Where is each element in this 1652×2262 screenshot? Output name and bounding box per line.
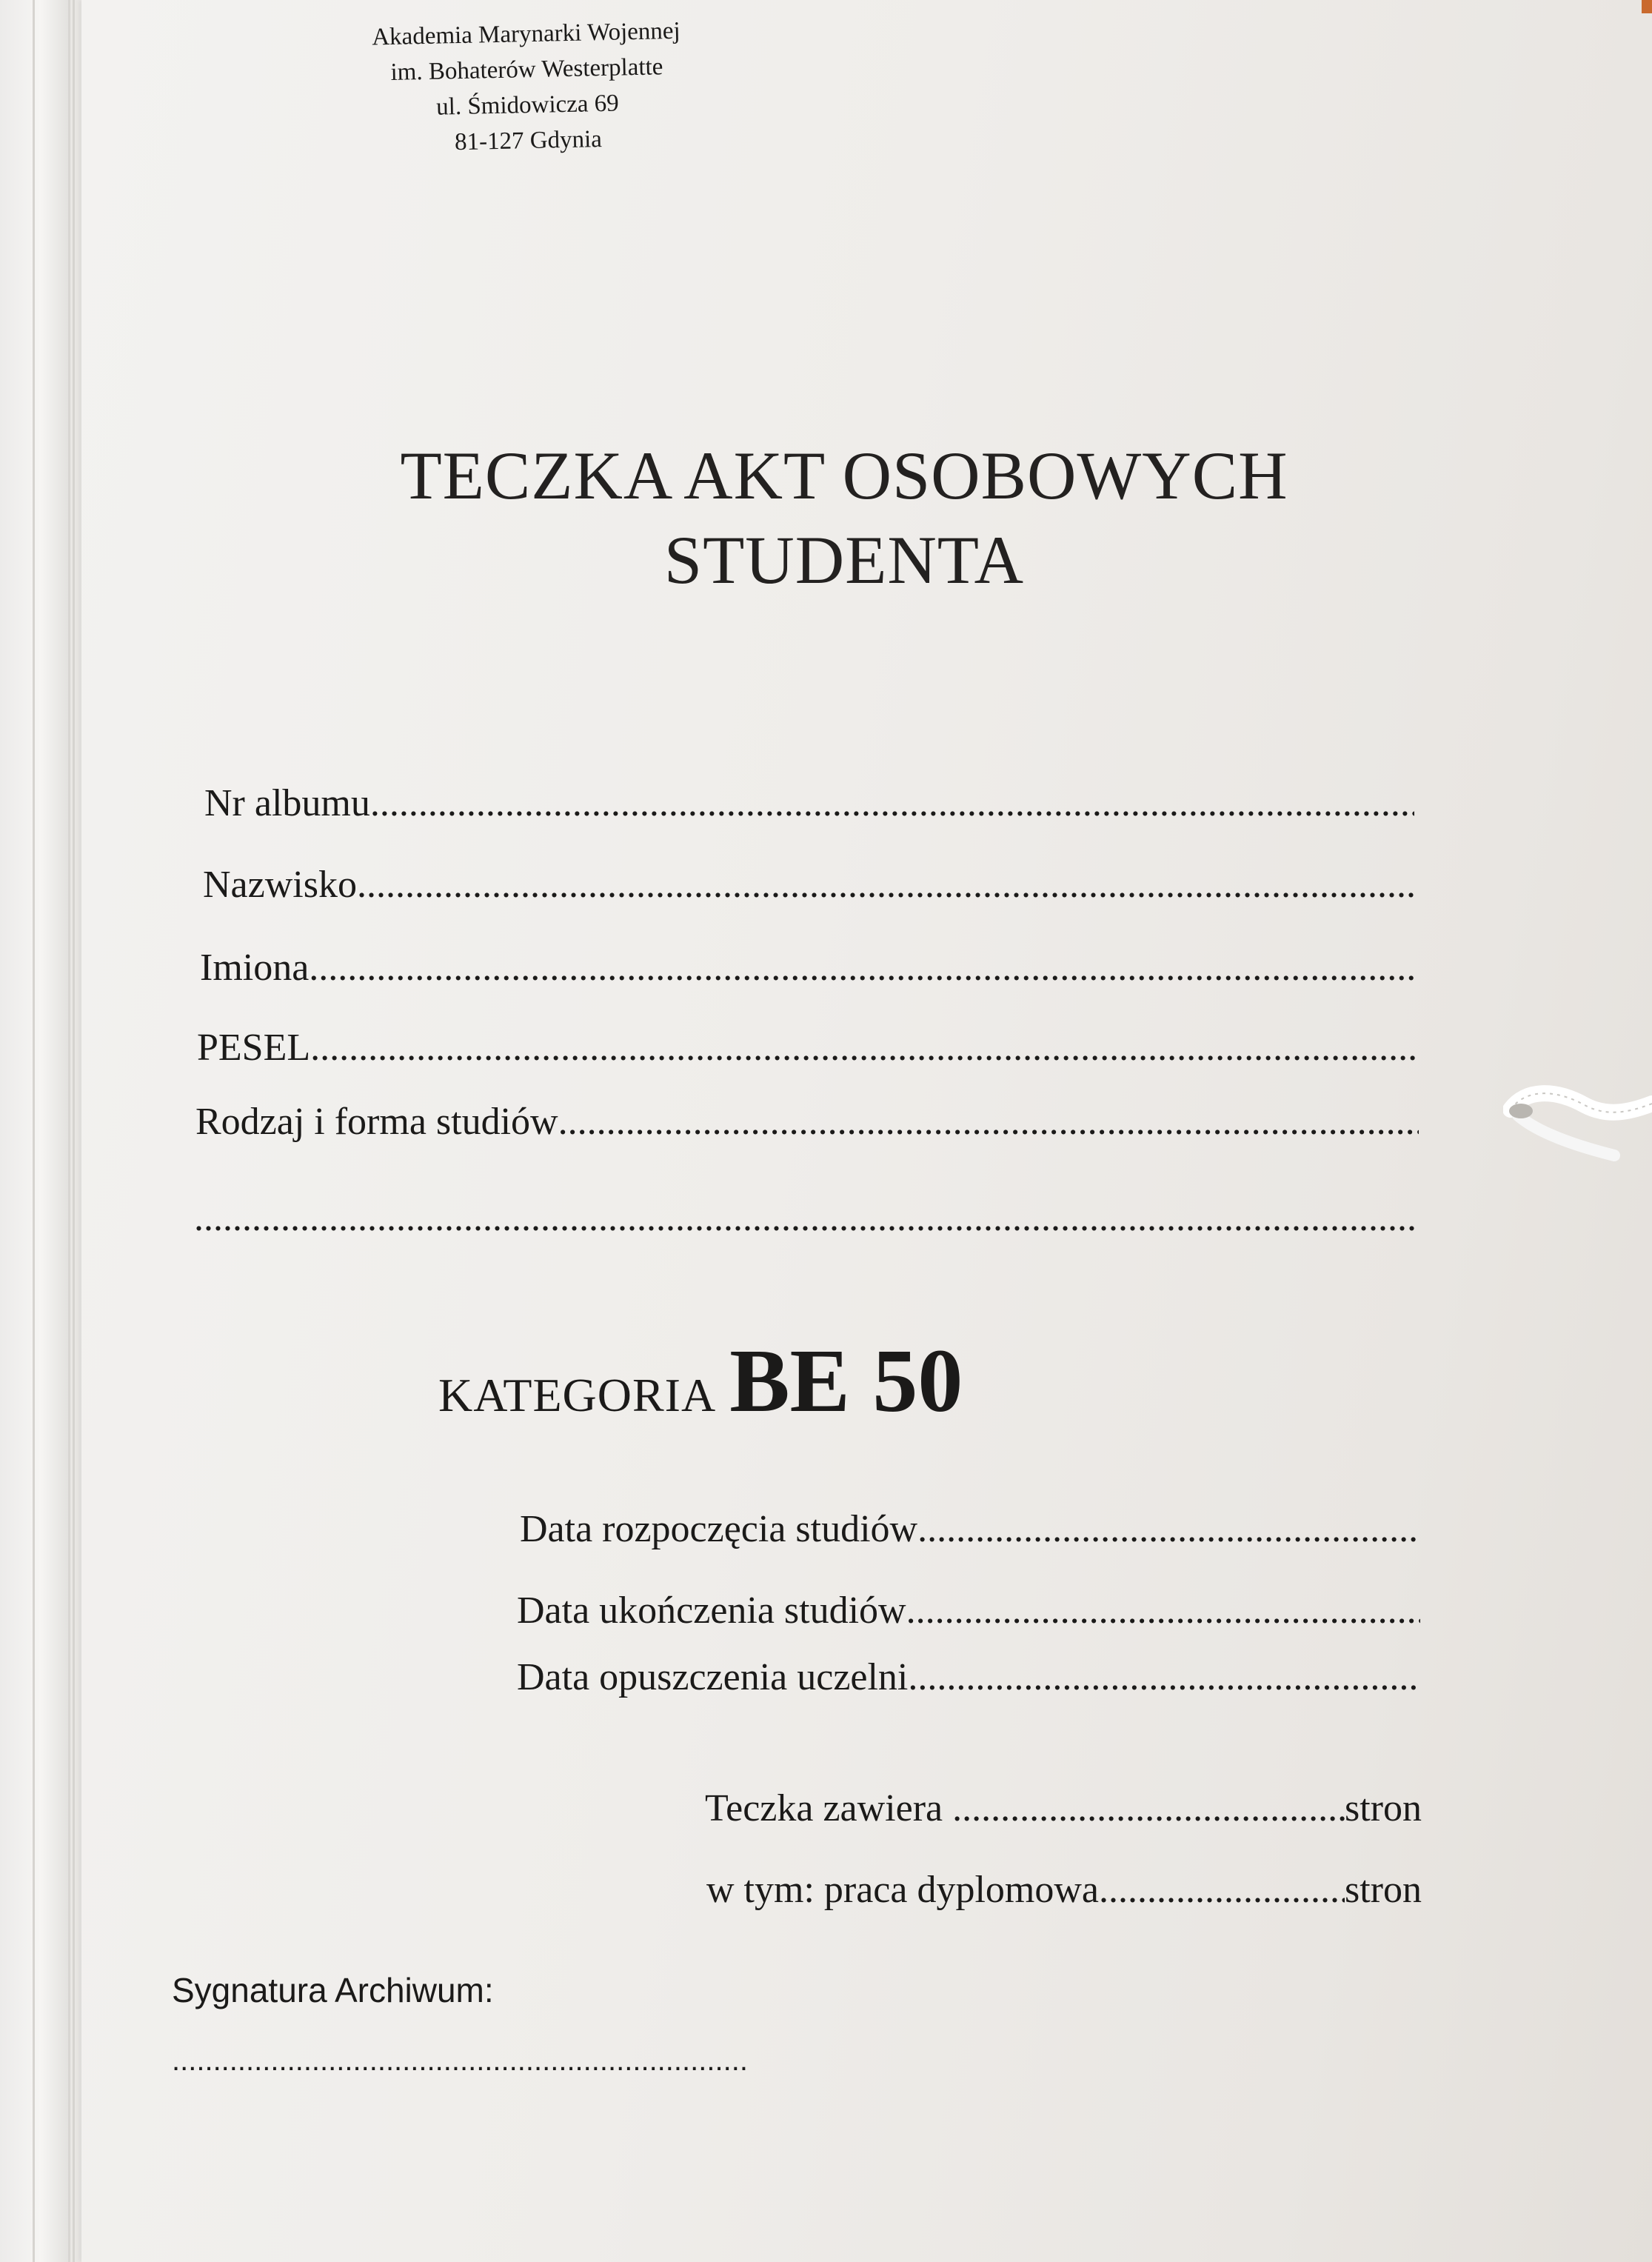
field-rodzaj-studiow[interactable] xyxy=(195,1100,1419,1144)
fill-line xyxy=(370,781,1414,825)
document-title xyxy=(222,433,1466,602)
archive-signature-label: Sygnatura Archiwum: xyxy=(172,1971,494,2009)
field-data-opuszczenia[interactable] xyxy=(517,1655,1417,1699)
title-line: STUDENTA xyxy=(663,522,1025,598)
field-unit: stron xyxy=(1345,1869,1422,1911)
fill-line xyxy=(309,946,1416,990)
address-line: ul. Śmidowicza 69 xyxy=(435,90,620,121)
fill-line xyxy=(194,1196,1414,1240)
field-label: Nr albumu xyxy=(204,782,370,824)
fill-line xyxy=(1099,1868,1345,1912)
field-label: PESEL xyxy=(197,1027,311,1069)
field-label: Nazwisko xyxy=(203,864,357,906)
field-praca-dyplomowa[interactable] xyxy=(706,1868,1422,1912)
field-label: Rodzaj i forma studiów xyxy=(195,1101,558,1143)
field-pesel[interactable] xyxy=(197,1026,1419,1070)
folder-crease xyxy=(33,0,35,2262)
field-continuation[interactable] xyxy=(194,1196,1414,1240)
folder-spine xyxy=(0,0,70,2262)
fill-line xyxy=(357,863,1414,907)
field-label: w tym: praca dyplomowa xyxy=(706,1869,1099,1911)
string-tie-icon xyxy=(1503,1067,1652,1170)
field-data-rozpoczecia[interactable] xyxy=(520,1507,1419,1551)
category-label: KATEGORIA xyxy=(438,1369,717,1421)
field-label: Teczka zawiera xyxy=(705,1787,953,1829)
field-label: Data opuszczenia uczelni xyxy=(517,1656,909,1698)
field-nazwisko[interactable] xyxy=(203,863,1414,907)
field-imiona[interactable] xyxy=(200,946,1416,990)
field-label: Data ukończenia studiów xyxy=(517,1589,906,1632)
category xyxy=(438,1329,963,1433)
archive-signature-field[interactable] xyxy=(172,2044,749,2078)
category-code: BE 50 xyxy=(729,1331,963,1431)
fill-line xyxy=(310,1026,1419,1070)
fill-line xyxy=(906,1589,1420,1632)
fill-line xyxy=(908,1655,1417,1699)
address-line: im. Bohaterów Westerplatte xyxy=(390,53,663,86)
institution-address xyxy=(318,12,736,163)
fill-line xyxy=(917,1507,1419,1551)
address-line: Akademia Marynarki Wojennej xyxy=(371,17,680,51)
field-teczka-zawiera[interactable] xyxy=(705,1786,1422,1830)
address-line: 81-127 Gdynia xyxy=(454,126,603,156)
fill-line xyxy=(558,1100,1419,1144)
fill-line xyxy=(952,1786,1345,1830)
field-unit: stron xyxy=(1345,1787,1422,1829)
field-label: Imiona xyxy=(200,947,310,989)
folder-crease xyxy=(73,0,75,2262)
field-label: Data rozpoczęcia studiów xyxy=(520,1508,918,1550)
field-nr-albumu[interactable] xyxy=(204,781,1414,825)
field-data-ukonczenia[interactable] xyxy=(517,1589,1420,1632)
title-line: TECZKA AKT OSOBOWYCH xyxy=(400,438,1288,513)
background-edge xyxy=(1642,0,1652,13)
